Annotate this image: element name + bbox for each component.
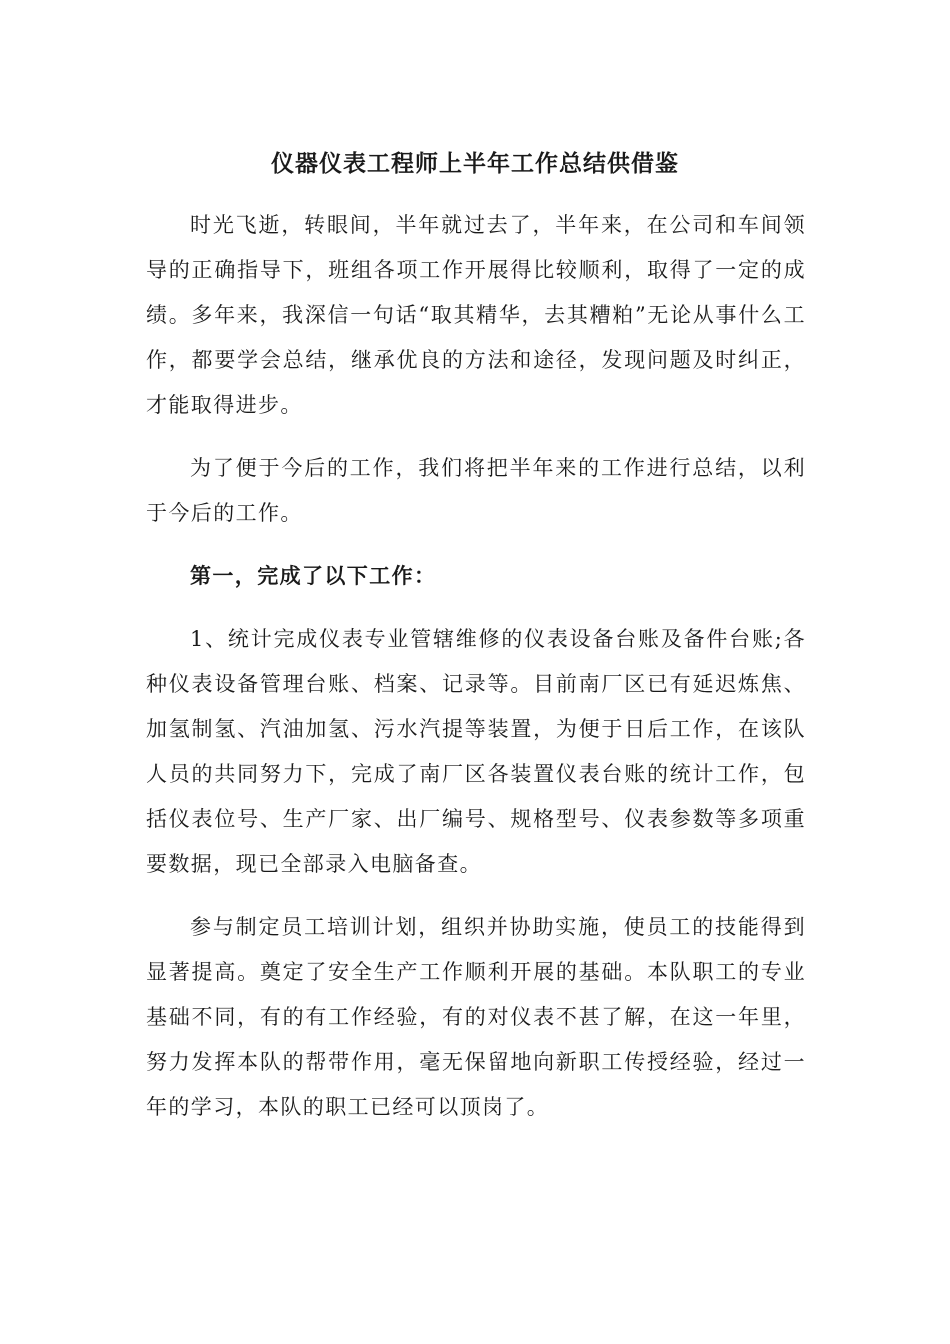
document-body: [146, 203, 806, 1148]
paragraph-intro: 时光飞逝，转眼间，半年就过去了，半年来，在公司和车间领导的正确指导下，班组各项工作开展得比较顺利，取得了一定的成绩。多年来，我深信一句话“取其精华，去其糟粕”无论从事什么工作，都要学会总结，继承优良的方法和途径，发现问题及时纠正，才能取得进步。: [146, 213, 806, 417]
document-title: 仪器仪表工程师上半年工作总结供借鉴: [271, 151, 679, 177]
paragraph-training: 参与制定员工培训计划，组织并协助实施，使员工的技能得到显著提高。奠定了安全生产工作顺利开展的基础。本队职工的专业基础不同，有的有工作经验，有的对仪表不甚了解，在这一年里，努力发挥本队的帮带作用，毫无保留地向新职工传授经验，经过一年的学习，本队的职工已经可以顶岗了。: [146, 915, 806, 1119]
section-heading-first: 第一，完成了以下工作：: [190, 564, 437, 588]
paragraph-item-1: 1、统计完成仪表专业管辖维修的仪表设备台账及备件台账;各种仪表设备管理台账、档案、记录等。目前南厂区已有延迟炼焦、加氢制氢、汽油加氢、污水汽提等装置，为便于日后工作，在该队人员的共同努力下，完成了南厂区各装置仪表台账的统计工作，包括仪表位号、生产厂家、出厂编号、规格型号、仪表参数等多项重要数据，现已全部录入电脑备查。: [146, 627, 806, 876]
paragraph-purpose: 为了便于今后的工作，我们将把半年来的工作进行总结，以利于今后的工作。: [146, 456, 806, 525]
